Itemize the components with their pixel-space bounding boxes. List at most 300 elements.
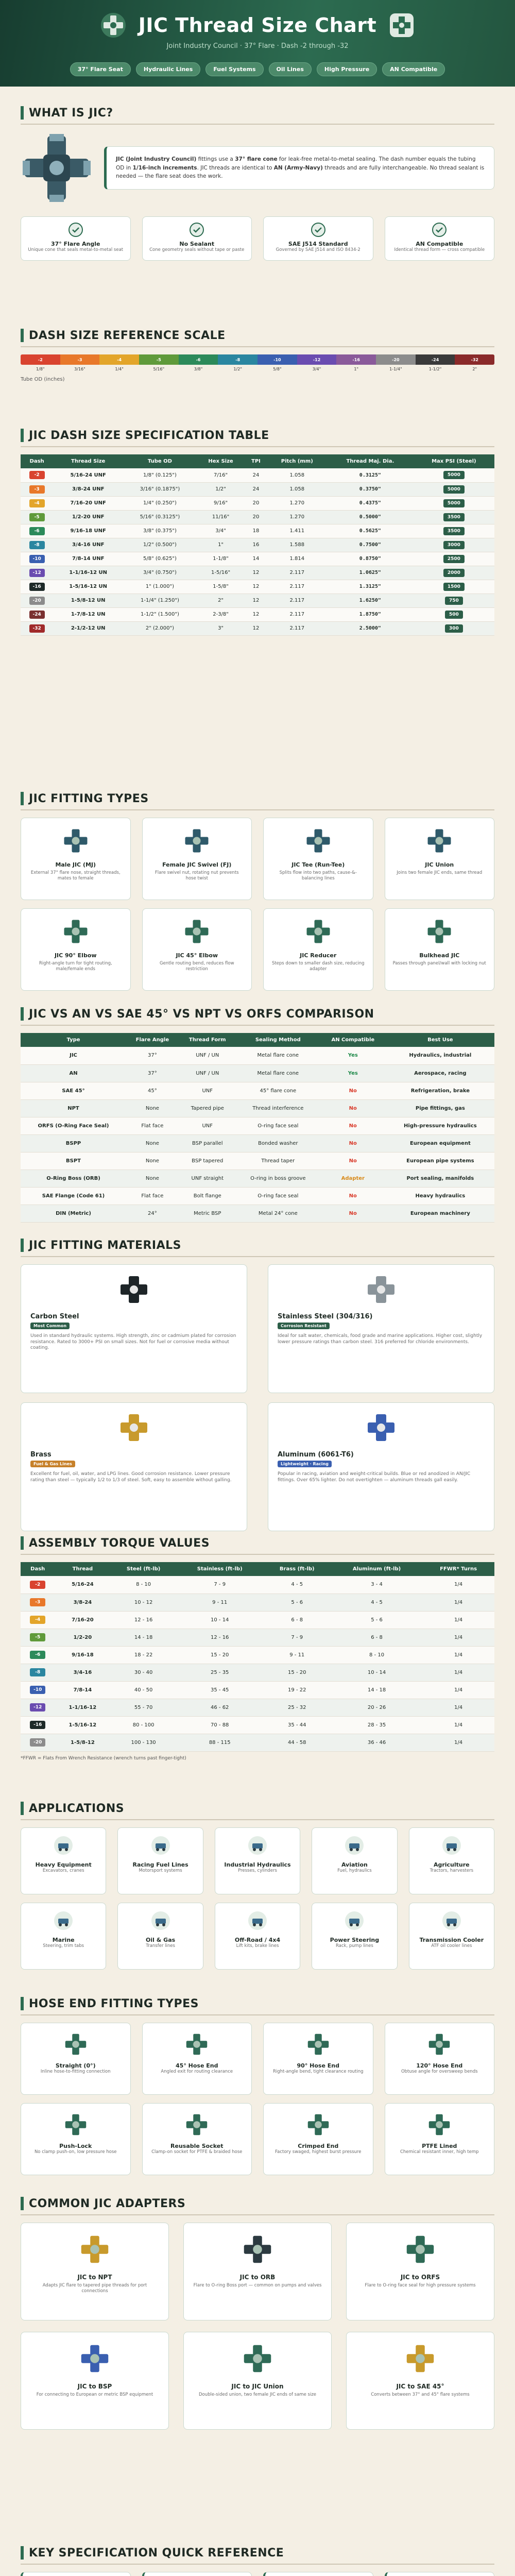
table-cell: 19 - 22	[263, 1681, 331, 1699]
table-cell: 10 - 12	[110, 1594, 177, 1611]
application-icon	[28, 1835, 98, 1857]
table-cell: 37°	[126, 1047, 179, 1064]
dash-badge: -5	[30, 1633, 45, 1641]
table-cell	[21, 607, 53, 621]
section-title-spec: JIC DASH SIZE SPECIFICATION TABLE	[29, 429, 269, 442]
dash-badge: -12	[30, 1703, 45, 1711]
table-cell: 100 - 130	[110, 1734, 177, 1751]
table-cell: 1.270	[267, 496, 327, 510]
table-cell: European equipment	[386, 1134, 494, 1152]
table-cell: UNF	[179, 1082, 236, 1099]
table-cell: 9/16-18	[55, 1646, 110, 1664]
scale-seg: -10	[258, 354, 297, 365]
table-cell	[414, 552, 494, 566]
table-cell: 1.588	[267, 538, 327, 552]
scale-seg-end: -32	[455, 354, 494, 365]
materials-grid	[21, 1264, 494, 1531]
fitting-type-desc: Flare swivel nut, rotating nut prevents hose twist	[154, 870, 239, 882]
spec-header: Thread Size	[53, 454, 123, 468]
table-cell	[414, 566, 494, 580]
fitting-icon	[28, 2111, 123, 2139]
application-title: Transmission Cooler	[419, 1937, 484, 1943]
table-cell: 36 - 46	[331, 1734, 422, 1751]
psi-badge: 3500	[443, 513, 465, 521]
feature-card	[142, 216, 252, 261]
fitting-type-desc: Right-angle turn for tight routing, male/female ends	[39, 961, 112, 972]
application-title: Heavy Equipment	[35, 1861, 92, 1868]
table-row	[21, 1170, 494, 1187]
section-title-apps: APPLICATIONS	[29, 1802, 125, 1815]
feature-icon	[148, 222, 247, 238]
table-cell: Thread interference	[236, 1099, 320, 1117]
dash-badge: -10	[30, 1686, 45, 1694]
torque-header: Stainless (ft-lb)	[177, 1562, 263, 1576]
fitting-type-desc: Joins two female JIC ends, same thread	[397, 870, 483, 875]
adapter-card	[183, 2223, 332, 2320]
section-title-torque: ASSEMBLY TORQUE VALUES	[29, 1536, 210, 1550]
table-cell: 3/4-16 UNF	[53, 538, 123, 552]
adapter-title: JIC to BSP	[77, 2383, 112, 2390]
adapter-desc: For connecting to European or metric BSP equipment	[36, 2392, 153, 2397]
fitting-icon	[150, 2111, 245, 2139]
table-cell	[414, 524, 494, 538]
table-cell: 1-1/4" (1.250")	[123, 594, 197, 607]
table-cell	[21, 1699, 55, 1716]
hose-end-title: Push-Lock	[59, 2143, 92, 2149]
compare-header: Flare Angle	[126, 1033, 179, 1047]
table-cell: 1/4" (0.250")	[123, 496, 197, 510]
table-cell	[414, 496, 494, 510]
fitting-type-title: Bulkhead JIC	[419, 952, 460, 959]
table-cell: Refrigeration, brake	[386, 1082, 494, 1099]
fitting-icon	[150, 916, 245, 947]
spec-header: Pitch (mm)	[267, 454, 327, 468]
section-compare	[0, 1007, 515, 1223]
table-cell: 1-5/8-12	[55, 1734, 110, 1751]
dash-badge: -6	[29, 527, 45, 535]
table-cell: 12 - 16	[177, 1629, 263, 1646]
table-cell: 1/4	[422, 1734, 494, 1751]
adapter-title: JIC to ORB	[239, 2274, 276, 2281]
table-cell: High-pressure hydraulics	[386, 1117, 494, 1134]
spec-header: Hex Size	[197, 454, 245, 468]
table-cell: 70 - 88	[177, 1716, 263, 1734]
table-cell: 5/16-24	[55, 1576, 110, 1594]
compare-header: Best Use	[386, 1033, 494, 1047]
scale-caption: Tube OD (inches)	[21, 377, 65, 382]
table-cell: 12	[245, 580, 267, 594]
table-cell: Pipe fittings, gas	[386, 1099, 494, 1117]
table-cell: 9 - 11	[177, 1594, 263, 1611]
scale-seg: -3	[60, 354, 100, 365]
fitting-type-card	[385, 908, 495, 991]
table-cell: 1-5/16-12	[55, 1716, 110, 1734]
table-cell: 5/8" (0.625")	[123, 552, 197, 566]
quick-ref-card	[142, 2572, 252, 2576]
material-desc: Used in standard hydraulic systems. High strength, zinc or cadmium plated for corrosion resistance. Rated to 3000+ PSI on small sizes. Not for fuel or corrosive media without coating.	[30, 1333, 236, 1351]
hose-end-title: 45° Hose End	[176, 2062, 218, 2069]
table-row	[21, 1064, 494, 1082]
table-cell	[21, 621, 53, 635]
table-cell	[21, 1734, 55, 1751]
fitting-type-title: JIC 45° Elbow	[176, 952, 218, 959]
hose-end-title: PTFE Lined	[422, 2143, 457, 2149]
table-cell: 1-5/16"	[197, 566, 245, 580]
feature-desc: Governed by SAE J514 and ISO 8434-2	[276, 247, 360, 252]
fitting-icon	[28, 2030, 123, 2058]
table-cell: European machinery	[386, 1205, 494, 1222]
application-desc: Tractors, harvesters	[430, 1868, 474, 1873]
table-cell: O-ring in boss groove	[236, 1170, 320, 1187]
application-title: Aviation	[341, 1861, 368, 1868]
adapter-desc: Flare to O-ring face seal for high pressure systems	[365, 2283, 476, 2288]
adapter-card	[183, 2332, 332, 2430]
table-cell: 9/16-18 UNF	[53, 524, 123, 538]
table-cell: 4 - 5	[263, 1576, 331, 1594]
feature-card	[21, 216, 131, 261]
application-title: Off-Road / 4x4	[234, 1937, 281, 1943]
table-cell: 14	[245, 552, 267, 566]
material-title: Aluminum (6061-T6)	[278, 1451, 354, 1459]
material-badge: Corrosion Resistant	[278, 1323, 330, 1329]
table-cell: O-ring face seal	[236, 1187, 320, 1205]
psi-badge: 5000	[443, 471, 465, 479]
chip-0: 37° Flare Seat	[70, 62, 131, 76]
application-card	[117, 1827, 203, 1894]
section-title-types: JIC FITTING TYPES	[29, 792, 149, 805]
quick-ref-card	[21, 2572, 131, 2576]
table-cell: 2.117	[267, 621, 327, 635]
hose-end-title: Crimped End	[298, 2143, 339, 2149]
section-title-materials: JIC FITTING MATERIALS	[29, 1239, 181, 1252]
table-cell: BSP tapered	[179, 1152, 236, 1170]
scale-seg: -20	[376, 354, 416, 365]
fitting-type-card	[142, 818, 252, 900]
section-title-compare: JIC VS AN VS SAE 45° VS NPT VS ORFS COMPARISON	[29, 1007, 374, 1021]
table-row	[21, 1205, 494, 1222]
table-row	[21, 468, 494, 482]
table-cell: 25 - 35	[177, 1664, 263, 1681]
table-cell: 9 - 11	[263, 1646, 331, 1664]
table-cell: 1.411	[267, 524, 327, 538]
scale-od-label: 1/8"	[36, 367, 45, 371]
table-cell: No	[320, 1152, 386, 1170]
table-cell: 7/8-14	[55, 1681, 110, 1699]
table-row	[21, 566, 494, 580]
material-icon	[30, 1274, 237, 1307]
material-badge: Lightweight · Racing	[278, 1461, 332, 1467]
table-row	[21, 1082, 494, 1099]
dash-badge: -3	[29, 485, 45, 494]
psi-badge: 3500	[443, 527, 465, 535]
quick-ref-grid	[21, 2572, 494, 2576]
table-cell: 1/2-20	[55, 1629, 110, 1646]
table-cell: Hydraulics, industrial	[386, 1047, 494, 1064]
fitting-icon	[150, 825, 245, 856]
scale-od-label: 3/16"	[74, 367, 85, 371]
table-cell: 2-3/8"	[197, 607, 245, 621]
material-desc: Excellent for fuel, oil, water, and LPG lines. Good corrosion resistance. Lower pressure rating than steel — typically 1/2 to 1/3 of steel. Soft, easy to assemble without galling.	[30, 1471, 232, 1483]
table-cell	[21, 1576, 55, 1594]
table-cell: UNF	[179, 1117, 236, 1134]
section-title-hose: HOSE END FITTING TYPES	[29, 1997, 199, 2010]
section-scale	[0, 329, 515, 382]
table-row	[21, 621, 494, 635]
psi-badge: 2500	[443, 555, 465, 563]
table-cell: Heavy hydraulics	[386, 1187, 494, 1205]
table-cell: 15 - 20	[263, 1664, 331, 1681]
dash-badge: -16	[29, 583, 45, 591]
table-cell: 5 - 6	[263, 1594, 331, 1611]
table-cell: 2.117	[267, 566, 327, 580]
table-cell: No	[320, 1099, 386, 1117]
table-cell: 0.4375"	[327, 496, 414, 510]
adapter-title: JIC to JIC Union	[231, 2383, 284, 2390]
table-cell: No	[320, 1134, 386, 1152]
table-cell: 1/4	[422, 1681, 494, 1699]
table-cell: Thread taper	[236, 1152, 320, 1170]
table-cell: 1/2"	[197, 482, 245, 496]
spec-header: Dash	[21, 454, 53, 468]
fitting-type-title: JIC 90° Elbow	[54, 952, 97, 959]
table-cell: 1.8750"	[327, 607, 414, 621]
table-cell: 30 - 40	[110, 1664, 177, 1681]
table-cell: 7 - 9	[177, 1576, 263, 1594]
table-cell: 2.117	[267, 580, 327, 594]
material-title: Carbon Steel	[30, 1313, 79, 1320]
table-cell: Metric BSP	[179, 1205, 236, 1222]
table-cell: 28 - 35	[331, 1716, 422, 1734]
table-cell: 1-7/8-12 UN	[53, 607, 123, 621]
table-row	[21, 538, 494, 552]
table-cell	[414, 580, 494, 594]
table-cell: 8 - 10	[331, 1646, 422, 1664]
table-cell: 3 - 4	[331, 1576, 422, 1594]
torque-header: Dash	[21, 1562, 55, 1576]
table-cell: 1/4	[422, 1594, 494, 1611]
table-cell: 20	[245, 510, 267, 524]
table-cell: 18	[245, 524, 267, 538]
adapter-card	[21, 2332, 169, 2430]
table-cell: 18 - 22	[110, 1646, 177, 1664]
table-row	[21, 1134, 494, 1152]
table-cell: None	[126, 1170, 179, 1187]
hose-end-card	[263, 2103, 373, 2175]
dash-badge: -20	[29, 597, 45, 605]
table-cell: 45°	[126, 1082, 179, 1099]
table-cell: None	[126, 1134, 179, 1152]
dash-badge: -12	[29, 569, 45, 577]
comparison-table	[21, 1033, 494, 1223]
table-cell: 1-5/8"	[197, 580, 245, 594]
table-cell: 1/4	[422, 1629, 494, 1646]
table-cell: No	[320, 1117, 386, 1134]
feature-desc: Unique cone that seals metal-to-metal seat	[28, 247, 124, 252]
application-icon	[417, 1835, 487, 1857]
fitting-type-card	[21, 818, 131, 900]
application-icon	[222, 1835, 293, 1857]
table-cell: 1-1/16-12	[55, 1699, 110, 1716]
table-cell: Tapered pipe	[179, 1099, 236, 1117]
fitting-type-desc: Passes through panel/wall with locking nut	[392, 961, 486, 966]
table-cell: 12 - 16	[110, 1611, 177, 1629]
adapter-title: JIC to NPT	[77, 2274, 112, 2281]
application-desc: Transfer lines	[146, 1943, 175, 1948]
application-icon	[319, 1835, 389, 1857]
fitting-type-title: Male JIC (MJ)	[55, 861, 96, 868]
adapter-card	[346, 2332, 494, 2430]
feature-title: AN Compatible	[416, 241, 464, 247]
table-cell: 0.7500"	[327, 538, 414, 552]
table-row	[21, 1681, 494, 1699]
material-badge: Fuel & Gas Lines	[30, 1461, 75, 1467]
section-title-adapters: COMMON JIC ADAPTERS	[29, 2197, 186, 2210]
dash-badge: -3	[30, 1598, 45, 1606]
table-cell: 24°	[126, 1205, 179, 1222]
hose-end-title: 120° Hose End	[416, 2062, 463, 2069]
table-cell: 88 - 115	[177, 1734, 263, 1751]
application-card	[312, 1903, 397, 1970]
application-card	[21, 1903, 106, 1970]
table-cell	[21, 524, 53, 538]
table-cell: No	[320, 1082, 386, 1099]
table-cell	[21, 482, 53, 496]
table-cell: 15 - 20	[177, 1646, 263, 1664]
dash-scale-bar	[21, 354, 494, 365]
torque-header: FFWR* Turns	[422, 1562, 494, 1576]
table-cell	[21, 580, 53, 594]
table-cell: BSPP	[21, 1134, 126, 1152]
fitting-type-card	[263, 818, 373, 900]
fitting-icon	[150, 2030, 245, 2058]
fitting-type-desc: Splits flow into two paths, cause-&-balancing lines	[279, 870, 357, 882]
table-cell: 1/2-20 UNF	[53, 510, 123, 524]
feature-icon	[269, 222, 368, 238]
table-cell: 20	[245, 496, 267, 510]
fitting-icon	[271, 2030, 366, 2058]
table-cell	[414, 594, 494, 607]
table-row	[21, 1117, 494, 1134]
table-cell: 1.814	[267, 552, 327, 566]
table-cell	[414, 510, 494, 524]
spec-header: Tube OD	[123, 454, 197, 468]
table-row	[21, 1611, 494, 1629]
table-cell: 1-1/2" (1.500")	[123, 607, 197, 621]
fitting-icon	[355, 2341, 486, 2377]
gamepad-fitting-icon	[388, 11, 416, 39]
adapter-grid	[21, 2223, 494, 2430]
dash-badge: -24	[29, 611, 45, 619]
table-cell: 10 - 14	[177, 1611, 263, 1629]
table-cell: 80 - 100	[110, 1716, 177, 1734]
table-cell: Flat face	[126, 1187, 179, 1205]
table-cell: Bonded washer	[236, 1134, 320, 1152]
application-icon	[417, 1910, 487, 1933]
scale-od-label: 5/8"	[273, 367, 282, 371]
table-cell: 9/16"	[197, 496, 245, 510]
application-desc: Lift kits, brake lines	[236, 1943, 279, 1948]
application-card	[21, 1827, 106, 1894]
table-row	[21, 482, 494, 496]
fitting-icon	[271, 916, 366, 947]
section-title-what: WHAT IS JIC?	[29, 106, 113, 120]
chip-1: Hydraulic Lines	[136, 62, 200, 76]
table-cell: 20 - 26	[331, 1699, 422, 1716]
table-row	[21, 1646, 494, 1664]
fitting-type-desc: Steps down to smaller dash size, reducing adapter	[271, 961, 365, 972]
table-cell: NPT	[21, 1099, 126, 1117]
adapter-desc: Double-sided union, two female JIC ends of same size	[198, 2392, 317, 2397]
quick-ref-card	[385, 2572, 495, 2576]
table-cell: 0.5000"	[327, 510, 414, 524]
table-cell: ORFS (O-Ring Face Seal)	[21, 1117, 126, 1134]
table-row	[21, 524, 494, 538]
dash-badge: -6	[30, 1651, 45, 1659]
table-cell: 44 - 58	[263, 1734, 331, 1751]
table-cell: 7/8-14 UNF	[53, 552, 123, 566]
feature-cards	[21, 216, 494, 261]
table-cell: 1/2" (0.500")	[123, 538, 197, 552]
fitting-icon	[28, 916, 123, 947]
application-card	[312, 1827, 397, 1894]
psi-badge: 1500	[443, 583, 465, 591]
scale-od-label: 1-1/4"	[389, 367, 402, 371]
table-row	[21, 594, 494, 607]
table-cell: 2.117	[267, 594, 327, 607]
torque-header: Thread	[55, 1562, 110, 1576]
table-cell	[21, 566, 53, 580]
table-cell: 3/8-24	[55, 1594, 110, 1611]
application-desc: Rack, pump lines	[335, 1943, 373, 1948]
fitting-type-title: Female JIC Swivel (FJ)	[162, 861, 232, 868]
table-cell: Aerospace, racing	[386, 1064, 494, 1082]
chip-5: AN Compatible	[382, 62, 445, 76]
application-icon	[222, 1910, 293, 1933]
table-cell: SAE 45°	[21, 1082, 126, 1099]
table-cell	[414, 482, 494, 496]
fitting-icon	[28, 825, 123, 856]
table-cell: 25 - 32	[263, 1699, 331, 1716]
material-icon	[278, 1412, 485, 1445]
application-title: Marine	[52, 1937, 75, 1943]
table-cell: 1.0625"	[327, 566, 414, 580]
spec-table	[21, 454, 494, 636]
table-cell: 1-5/16-12 UN	[53, 580, 123, 594]
feature-icon	[390, 222, 489, 238]
section-title-quick: KEY SPECIFICATION QUICK REFERENCE	[29, 2546, 284, 2560]
psi-badge: 5000	[443, 485, 465, 494]
fitting-type-title: JIC Tee (Run-Tee)	[291, 861, 345, 868]
jic-tee-illustration-icon	[21, 132, 93, 204]
fitting-type-grid	[21, 818, 494, 991]
table-cell: 0.5625"	[327, 524, 414, 538]
table-cell: 1"	[197, 538, 245, 552]
hose-end-desc: Inline hose-to-fitting connection	[40, 2069, 111, 2074]
table-cell: AN	[21, 1064, 126, 1082]
application-desc: Steering, trim tabs	[43, 1943, 84, 1948]
section-materials	[0, 1239, 515, 1531]
dash-badge: -8	[30, 1668, 45, 1676]
table-row	[21, 1734, 494, 1751]
table-cell: 3/4-16	[55, 1664, 110, 1681]
table-cell: 7 - 9	[263, 1629, 331, 1646]
table-cell: 14 - 18	[331, 1681, 422, 1699]
application-card	[409, 1903, 494, 1970]
adapter-title: JIC to SAE 45°	[396, 2383, 444, 2390]
application-desc: Excavators, cranes	[42, 1868, 84, 1873]
fitting-icon	[29, 2231, 160, 2267]
header-banner	[0, 0, 515, 87]
